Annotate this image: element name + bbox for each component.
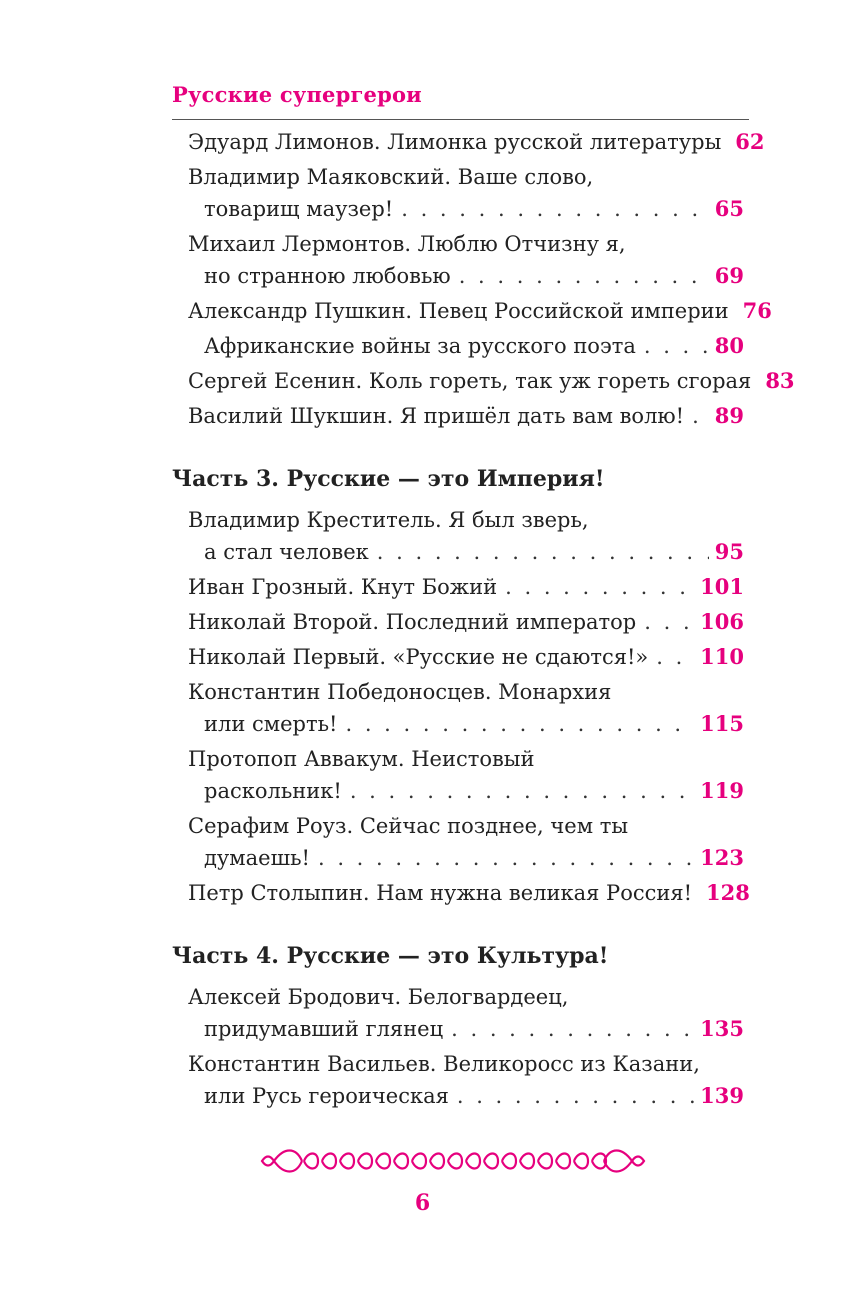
toc-page-number: 119 [700, 778, 744, 803]
toc-entry-title: Михаил Лермонтов. Люблю Отчизну я, [188, 232, 626, 256]
toc-entry [188, 743, 744, 807]
part-4-title: Часть 4. Русские — это Культура! [172, 943, 609, 969]
toc-entry-title: Протопоп Аввакум. Неистовый [188, 747, 535, 771]
toc-entry [188, 365, 795, 397]
toc-entry-title: Петр Столыпин. Нам нужна великая Россия! [188, 881, 693, 905]
dot-leader [505, 571, 694, 603]
toc-entry [188, 126, 765, 158]
toc-page-number: 65 [714, 196, 744, 221]
toc-entry-title: или смерть! [204, 712, 338, 736]
toc-entry-title: Николай Второй. Последний император [188, 610, 637, 634]
table-of-contents [172, 126, 795, 1112]
toc-page-number: 115 [700, 711, 744, 736]
toc-entry-title: Василий Шукшин. Я пришёл дать вам волю! [188, 404, 685, 428]
dot-leader [457, 1080, 694, 1112]
dot-leader [459, 260, 709, 292]
toc-page-number: 139 [700, 1083, 744, 1108]
running-head: Русские супергерои [172, 82, 422, 107]
toc-entry-title: придумавший глянец [204, 1017, 444, 1041]
dot-leader [350, 775, 694, 807]
toc-page-number: 128 [706, 880, 750, 905]
page-number: 6 [414, 1190, 431, 1216]
toc-entry-title: Сергей Есенин. Коль гореть, так уж гореть сгорая [188, 369, 752, 393]
toc-page-number: 110 [700, 644, 744, 669]
dot-leader [318, 842, 694, 874]
toc-entry-title: Эдуард Лимонов. Лимонка русской литературы [188, 130, 722, 154]
toc-page-number: 135 [700, 1016, 744, 1041]
dot-leader [656, 641, 694, 673]
toc-entry-title: а стал человек [204, 540, 369, 564]
toc-entry-title: Иван Грозный. Кнут Божий [188, 575, 498, 599]
toc-page-number: 69 [714, 263, 744, 288]
toc-page-number: 95 [714, 539, 744, 564]
toc-entry [188, 981, 744, 1045]
toc-entry-title: думаешь! [204, 846, 310, 870]
toc-section-part-4 [172, 981, 744, 1112]
dot-leader [377, 536, 709, 568]
toc-entry [188, 504, 744, 568]
toc-entry [188, 330, 744, 362]
dot-leader [401, 193, 709, 225]
toc-entry [188, 877, 750, 909]
toc-page-number: 89 [714, 403, 744, 428]
toc-section-part-3 [172, 504, 750, 909]
toc-entry-title: Владимир Креститель. Я был зверь, [188, 508, 589, 532]
toc-page-number: 106 [700, 609, 744, 634]
toc-entry-title: Николай Первый. «Русские не сдаются!» [188, 645, 649, 669]
toc-entry [188, 606, 744, 638]
toc-page-number: 62 [735, 129, 765, 154]
toc-entry [188, 228, 744, 292]
toc-entry-title: Владимир Маяковский. Ваше слово, [188, 165, 594, 189]
toc-entry-title: или Русь героическая [204, 1084, 449, 1108]
toc-entry [188, 571, 744, 603]
toc-page-number: 83 [765, 368, 795, 393]
toc-entry-title: Константин Васильев. Великоросс из Казани, [188, 1052, 700, 1076]
dot-leader [644, 330, 709, 362]
toc-entry [188, 295, 772, 327]
toc-entry-title: Алексей Бродович. Белогвардеец, [188, 985, 569, 1009]
dot-leader [692, 400, 709, 432]
toc-page-number: 80 [714, 333, 744, 358]
toc-entry [188, 810, 744, 874]
dot-leader [451, 1013, 694, 1045]
toc-entry-title: Серафим Роуз. Сейчас позднее, чем ты [188, 814, 629, 838]
toc-entry [188, 1048, 744, 1112]
toc-page-number: 76 [742, 298, 772, 323]
toc-entry-title: Александр Пушкин. Певец Российской империи [188, 299, 729, 323]
toc-page-number: 123 [700, 845, 744, 870]
toc-entry-title: товарищ маузер! [204, 197, 394, 221]
dot-leader [345, 708, 694, 740]
toc-entry-title: Константин Победоносцев. Монархия [188, 680, 612, 704]
toc-entry [188, 400, 744, 432]
decorative-scroll-icon [258, 1148, 648, 1174]
toc-page-number: 101 [700, 574, 744, 599]
toc-entry-title: но странною любовью [204, 264, 451, 288]
toc-entry [188, 641, 744, 673]
toc-entry [188, 161, 744, 225]
dot-leader [644, 606, 694, 638]
toc-entry [188, 676, 744, 740]
toc-entry-title: Африканские войны за русского поэта [204, 334, 636, 358]
header-rule [172, 119, 749, 120]
toc-section-top [172, 126, 795, 432]
toc-entry-title: раскольник! [204, 779, 342, 803]
part-3-title: Часть 3. Русские — это Империя! [172, 466, 605, 492]
